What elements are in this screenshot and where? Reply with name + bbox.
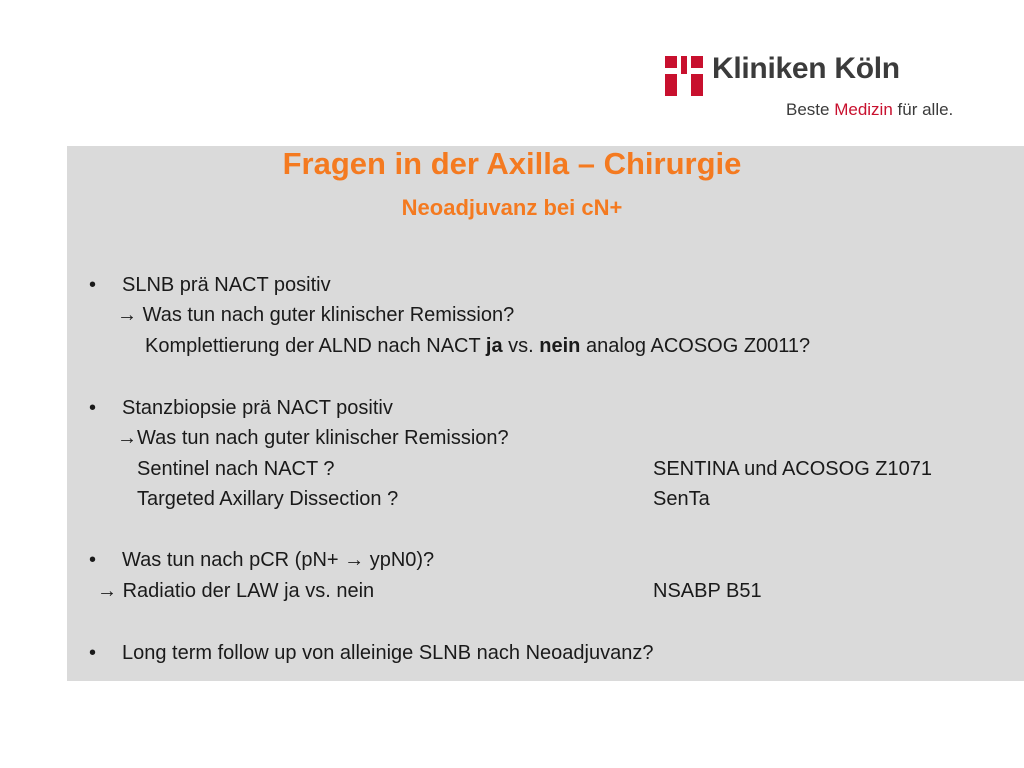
slide-panel	[67, 146, 1024, 681]
bullet-dot: •	[89, 642, 97, 664]
bullet-dot: •	[89, 274, 97, 296]
s1-detail-mid: vs.	[502, 335, 540, 357]
s2-arrow-line	[117, 427, 509, 450]
s1-arrow-line	[117, 304, 514, 327]
bullet-dot: •	[89, 549, 97, 571]
tagline-suffix: für alle.	[892, 100, 954, 119]
s3-bullet-text	[122, 549, 434, 572]
kliniken-koeln-logo	[664, 52, 964, 124]
logo-name: Kliniken Köln	[712, 52, 900, 85]
s2-row1-right: SENTINA und ACOSOG Z1071	[653, 458, 933, 480]
tagline-prefix: Beste	[786, 100, 835, 119]
s1-detail-end: analog ACOSOG Z0011?	[580, 335, 811, 357]
s3-bullet-a: Was tun nach pCR (pN+	[122, 549, 345, 571]
s3-arrow-right: NSABP B51	[653, 580, 762, 602]
slide-title: Fragen in der Axilla – Chirurgie	[282, 146, 742, 181]
arrow-icon: →	[344, 549, 365, 571]
s2-row2-left: Targeted Axillary Dissection ?	[137, 488, 399, 510]
s2-bullet-text: Stanzbiopsie prä NACT positiv	[122, 397, 393, 419]
logo-tagline	[786, 100, 953, 120]
arrow-icon: →	[117, 304, 137, 326]
s1-detail-line	[145, 335, 810, 358]
arrow-icon: →	[97, 580, 117, 602]
tagline-accent: Medizin	[834, 100, 893, 119]
s1-detail-nein: nein	[539, 335, 581, 357]
arrow-icon: →	[117, 427, 137, 449]
s3-bullet-b: ypN0)?	[364, 549, 435, 571]
s2-row2-right: SenTa	[653, 488, 710, 510]
logo-mark-icon	[664, 54, 704, 96]
s3-arrow-text: Radiatio der LAW ja vs. nein	[122, 580, 375, 602]
s1-bullet-text: SLNB prä NACT positiv	[122, 274, 331, 296]
s4-bullet-text: Long term follow up von alleinige SLNB nach Neoadjuvanz?	[122, 642, 654, 664]
s1-arrow-text: Was tun nach guter klinischer Remission?	[142, 304, 515, 326]
s2-arrow-text: Was tun nach guter klinischer Remission?	[137, 427, 509, 449]
s1-detail-ja: ja	[485, 335, 503, 357]
slide-subtitle: Neoadjuvanz bei cN+	[401, 195, 623, 220]
s1-detail-a: Komplettierung der ALND nach NACT	[145, 335, 486, 357]
bullet-dot: •	[89, 397, 97, 419]
s3-arrow-line	[97, 580, 374, 603]
s2-row1-left: Sentinel nach NACT ?	[137, 458, 335, 480]
